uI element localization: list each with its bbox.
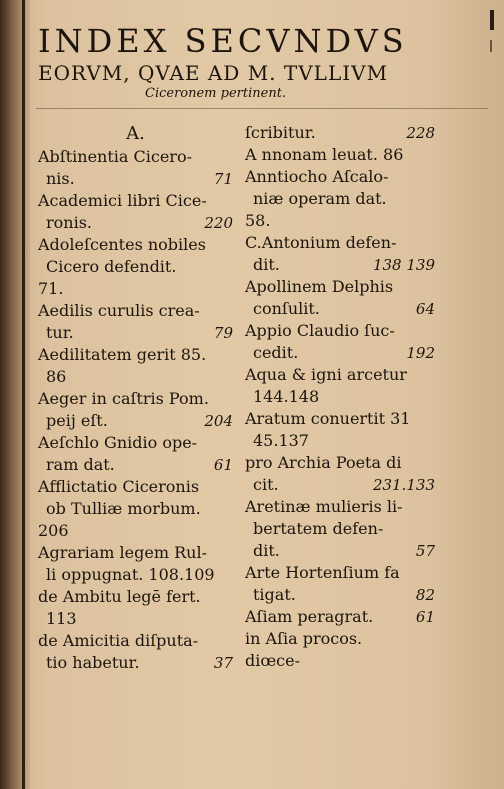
- entry-line: peij eſt.: [46, 411, 108, 430]
- entry-line: Aratum conuertit 31: [245, 409, 411, 428]
- entry-line: Appio Claudio ſuc-: [245, 321, 395, 340]
- entry-line: 71.: [38, 279, 64, 298]
- index-entry: [245, 650, 435, 672]
- entry-line: 86: [46, 367, 67, 386]
- left-column: [38, 122, 233, 674]
- entry-line: dit.: [253, 541, 280, 560]
- entry-line: A nnonam leuat. 86: [245, 145, 404, 164]
- index-entry: [245, 628, 435, 650]
- index-entry: [38, 146, 233, 190]
- entry-line: Agrariam legem Rul-: [38, 543, 207, 562]
- entry-line: 144.148: [253, 387, 320, 406]
- entry-line: 206: [38, 521, 69, 540]
- entry-line: in Aſia procos.: [245, 629, 363, 648]
- entry-line: ob Tulliæ morbum.: [46, 499, 201, 518]
- index-entry: [245, 144, 435, 166]
- index-title: INDEX SECVNDVS: [38, 22, 408, 60]
- right-column: [245, 122, 435, 672]
- page-reference: 220: [204, 214, 233, 232]
- index-entry: [245, 320, 435, 364]
- index-entry: [245, 408, 435, 452]
- index-entry: [38, 278, 233, 300]
- index-entry: [245, 562, 435, 606]
- index-entry: [38, 432, 233, 476]
- entry-line: ronis.: [46, 213, 92, 232]
- entry-line: Abſtinentia Cicero-: [38, 147, 192, 166]
- entry-line: niæ operam dat.: [253, 189, 387, 208]
- entry-line: li oppugnat. 108.109: [46, 565, 215, 584]
- index-subtitle: EORVM, QVAE AD M. TVLLIVM: [38, 61, 389, 85]
- index-entry: [245, 276, 435, 320]
- edge-mark: [490, 10, 494, 30]
- entry-line: 113: [46, 609, 77, 628]
- entry-line: pro Archia Poeta di: [245, 453, 402, 472]
- entry-line: cit.: [253, 475, 279, 494]
- entry-line: Aedilis curulis crea-: [38, 301, 200, 320]
- entry-line: Academici libri Cice-: [38, 191, 207, 210]
- page-reference: 61: [415, 608, 435, 626]
- entry-line: Cicero defendit.: [46, 257, 177, 276]
- index-entry: [245, 606, 435, 628]
- page-reference: 228: [406, 124, 435, 142]
- entry-line: Aedilitatem gerit 85.: [38, 345, 207, 364]
- index-entry: [38, 476, 233, 520]
- index-entry: [38, 388, 233, 432]
- index-entry: [38, 300, 233, 344]
- index-entry: [38, 542, 233, 586]
- entry-line: Arte Hortenſium fa: [245, 563, 400, 582]
- entry-line: Adoleſcentes nobiles: [38, 235, 206, 254]
- page-reference: 138 139: [372, 256, 435, 274]
- entry-line: de Amicitia diſputa-: [38, 631, 199, 650]
- entry-line: Apollinem Delphis: [245, 277, 394, 296]
- entry-line: tigat.: [253, 585, 296, 604]
- entry-line: Aeger in caſtris Pom.: [38, 389, 209, 408]
- index-entry: [38, 234, 233, 278]
- index-entry: [245, 210, 435, 232]
- index-subtitle-italic: Ciceronem pertinent.: [145, 86, 287, 101]
- index-entry: [38, 630, 233, 674]
- entry-line: Aſiam peragrat.: [245, 607, 374, 626]
- entry-line: 45.137: [253, 431, 309, 450]
- entry-line: diœce-: [245, 651, 301, 670]
- entry-line: dit.: [253, 255, 280, 274]
- edge-mark-small: [490, 40, 492, 52]
- index-entry: [38, 190, 233, 234]
- page-reference: 231.133: [372, 476, 435, 494]
- entry-line: bertatem defen-: [253, 519, 384, 538]
- index-entry: [245, 166, 435, 210]
- page-reference: 37: [213, 654, 233, 672]
- entry-line: conſulit.: [253, 299, 320, 318]
- entry-line: tio habetur.: [46, 653, 140, 672]
- page-reference: 57: [415, 542, 435, 560]
- page-reference: 82: [415, 586, 435, 604]
- binding-shadow: [0, 0, 30, 789]
- index-entry: [245, 452, 435, 496]
- section-letter: A.: [126, 123, 145, 144]
- entry-line: Afflictatio Ciceronis: [38, 477, 200, 496]
- entry-line: nis.: [46, 169, 75, 188]
- index-entry: [38, 344, 233, 388]
- entry-line: C.Antonium defen-: [245, 233, 397, 252]
- index-entry: [245, 496, 435, 562]
- header-rule: [36, 108, 488, 109]
- entry-line: cedit.: [253, 343, 299, 362]
- page-reference: 64: [415, 300, 435, 318]
- entry-line: 58.: [245, 211, 271, 230]
- page-reference: 79: [213, 324, 233, 342]
- index-entry: [245, 364, 435, 408]
- binding-edge: [22, 0, 25, 789]
- entry-line: tur.: [46, 323, 74, 342]
- entry-line: ſcribitur.: [245, 123, 316, 142]
- page-reference: 71: [213, 170, 233, 188]
- entry-line: Aqua & igni arcetur: [245, 365, 407, 384]
- page-reference: 192: [406, 344, 435, 362]
- page-reference: 204: [204, 412, 233, 430]
- entry-line: de Ambitu legē fert.: [38, 587, 201, 606]
- index-entry: [38, 520, 233, 542]
- index-entry: [245, 122, 435, 144]
- entry-line: Anntiocho Aſcalo-: [245, 167, 389, 186]
- page-reference: 61: [213, 456, 233, 474]
- entry-line: Aretinæ mulieris li-: [245, 497, 403, 516]
- entry-line: Aeſchlo Gnidio ope-: [38, 433, 198, 452]
- index-entry: [38, 586, 233, 630]
- entry-line: ram dat.: [46, 455, 115, 474]
- index-entry: [245, 232, 435, 276]
